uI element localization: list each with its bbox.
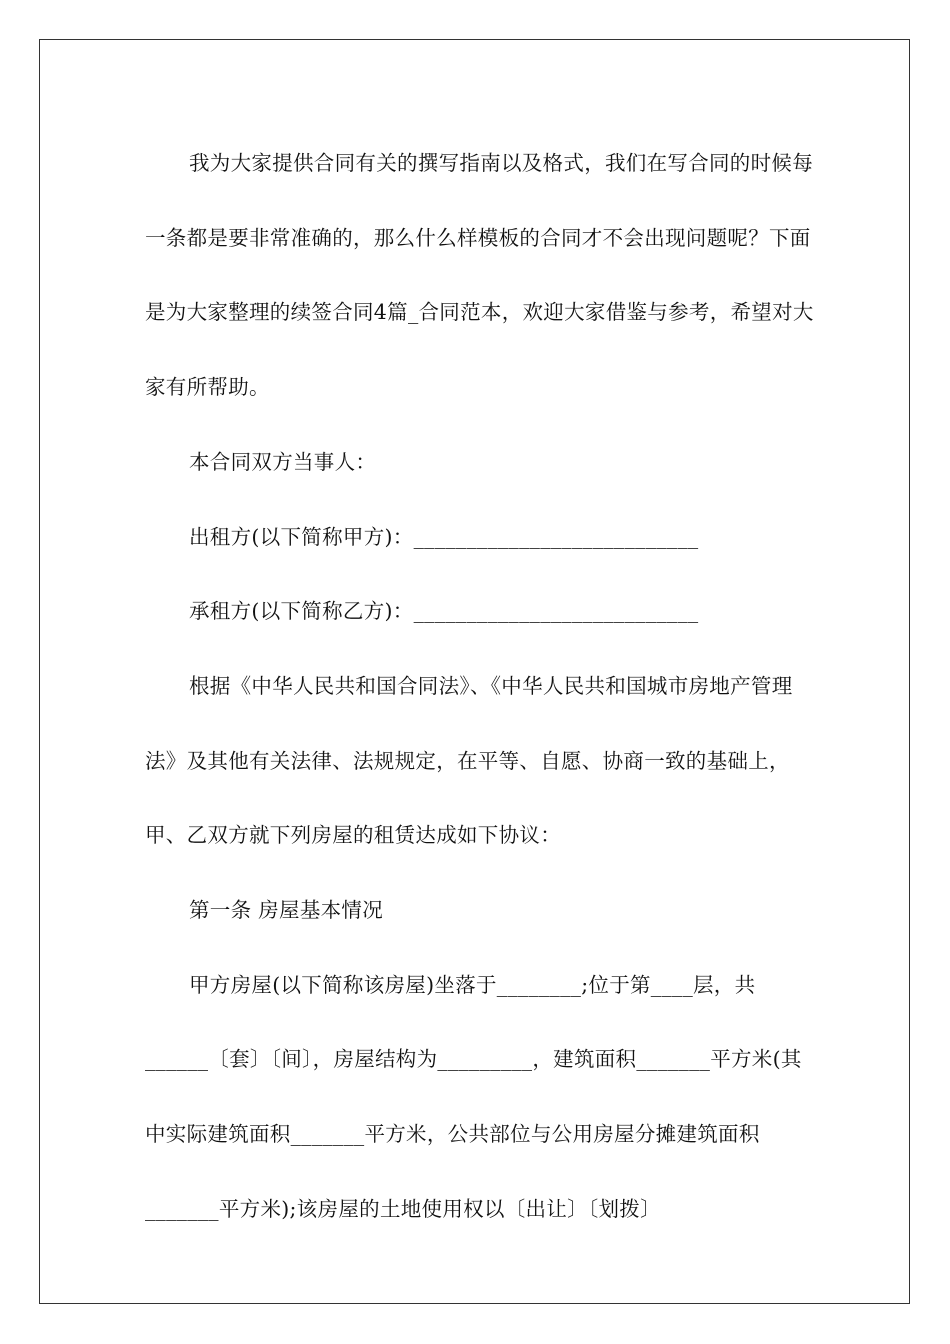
paragraph-legal-basis: 根据《中华人民共和国合同法》、《中华人民共和国城市房地产管理法》及其他有关法律、法规规定，在平等、自愿、协商一致的基础上，甲、乙双方就下列房屋的租赁达成如下协议： (145, 673, 793, 848)
paragraph-lessor: 出租方(以下简称甲方)：___________________________ (189, 524, 699, 549)
article-1-body: 甲方房屋(以下简称该房屋)坐落于________;位于第____层，共______〔套〕〔间〕，房屋结构为_________，建筑面积_______平方米(其中实际建筑面积_______平方米，公共部位与公用房屋分摊建筑面积_______平方米);该房屋的土地使用权以〔出让〕〔划拨〕 (145, 972, 802, 1221)
paragraph-intro: 我为大家提供合同有关的撰写指南以及格式，我们在写合同的时候每一条都是要非常准确的，那么什么样模板的合同才不会出现问题呢？下面是为大家整理的续签合同4篇_合同范本，欢迎大家借鉴与参考，希望对大家有所帮助。 (145, 151, 814, 400)
paragraph-lessee: 承租方(以下简称乙方)：___________________________ (189, 599, 699, 624)
document-body (145, 126, 815, 1247)
paragraph-parties-heading: 本合同双方当事人： (189, 449, 377, 474)
article-1-title: 第一条 房屋基本情况 (189, 898, 384, 923)
